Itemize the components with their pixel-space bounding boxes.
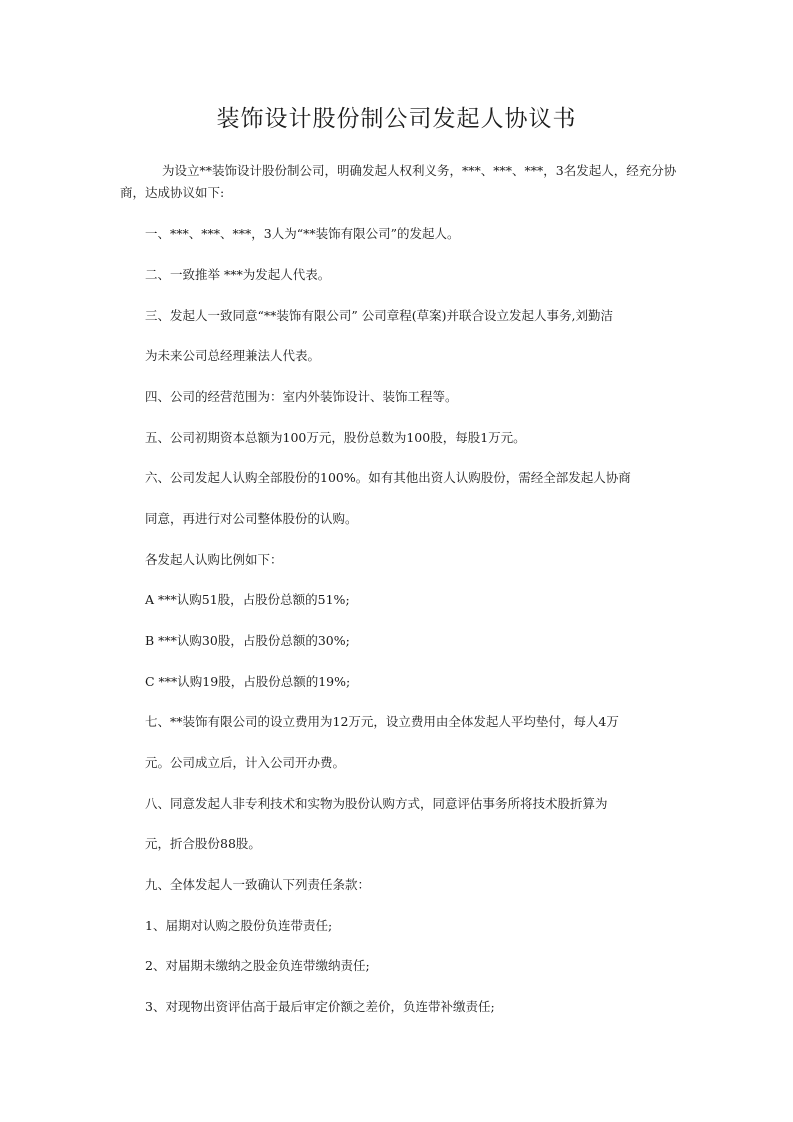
- clause-8-cont: 元，折合股份88股。: [145, 836, 261, 851]
- clause-5: 五、公司初期资本总额为100万元，股份总数为100股，每股1万元。: [145, 430, 526, 445]
- clause-9: 九、全体发起人一致确认下列责任条款：: [145, 877, 371, 892]
- document-title: 装饰设计股份制公司发起人协议书: [216, 106, 577, 132]
- clause-7: 七、**装饰有限公司的设立费用为12万元，设立费用由全体发起人平均垫付，每人4万: [145, 714, 619, 729]
- clause-8: 八、同意发起人非专利技术和实物为股份认购方式，同意评估事务所将技术股折算为: [145, 796, 608, 811]
- liability-2: 2、对届期未缴纳之股金负连带缴纳责任;: [145, 958, 370, 973]
- clause-4: 四、公司的经营范围为：室内外装饰设计、装饰工程等。: [145, 389, 458, 404]
- subscription-b: B ***认购30股，占股份总额的30%;: [145, 633, 350, 648]
- clause-6: 六、公司发起人认购全部股份的100%。如有其他出资人认购股份，需经全部发起人协商: [145, 470, 631, 485]
- liability-1: 1、届期对认购之股份负连带责任;: [145, 918, 333, 933]
- clause-6-cont: 同意，再进行对公司整体股份的认购。: [145, 511, 358, 526]
- liability-3: 3、对现物出资评估高于最后审定价额之差价，负连带补缴责任;: [145, 999, 495, 1014]
- clause-7-cont: 元。公司成立后，计入公司开办费。: [145, 755, 346, 770]
- intro-paragraph: 为设立**装饰设计股份制公司，明确发起人权利义务，***、***、***，3名发起人，经充分协商，达成协议如下:: [120, 163, 677, 200]
- subscription-heading: 各发起人认购比例如下：: [145, 552, 283, 567]
- clause-3-cont: 为未来公司总经理兼法人代表。: [145, 348, 321, 363]
- clause-3: 三、发起人一致同意“**装饰有限公司” 公司章程(草案)并联合设立发起人事务,刘勤洁: [145, 308, 613, 323]
- subscription-c: C ***认购19股，占股份总额的19%;: [145, 674, 351, 689]
- subscription-a: A ***认购51股，占股份总额的51%;: [145, 592, 350, 607]
- clause-1: 一、***、***、***，3人为“**装饰有限公司”的发起人。: [145, 226, 460, 241]
- clause-2: 二、一致推举 ***为发起人代表。: [145, 267, 331, 282]
